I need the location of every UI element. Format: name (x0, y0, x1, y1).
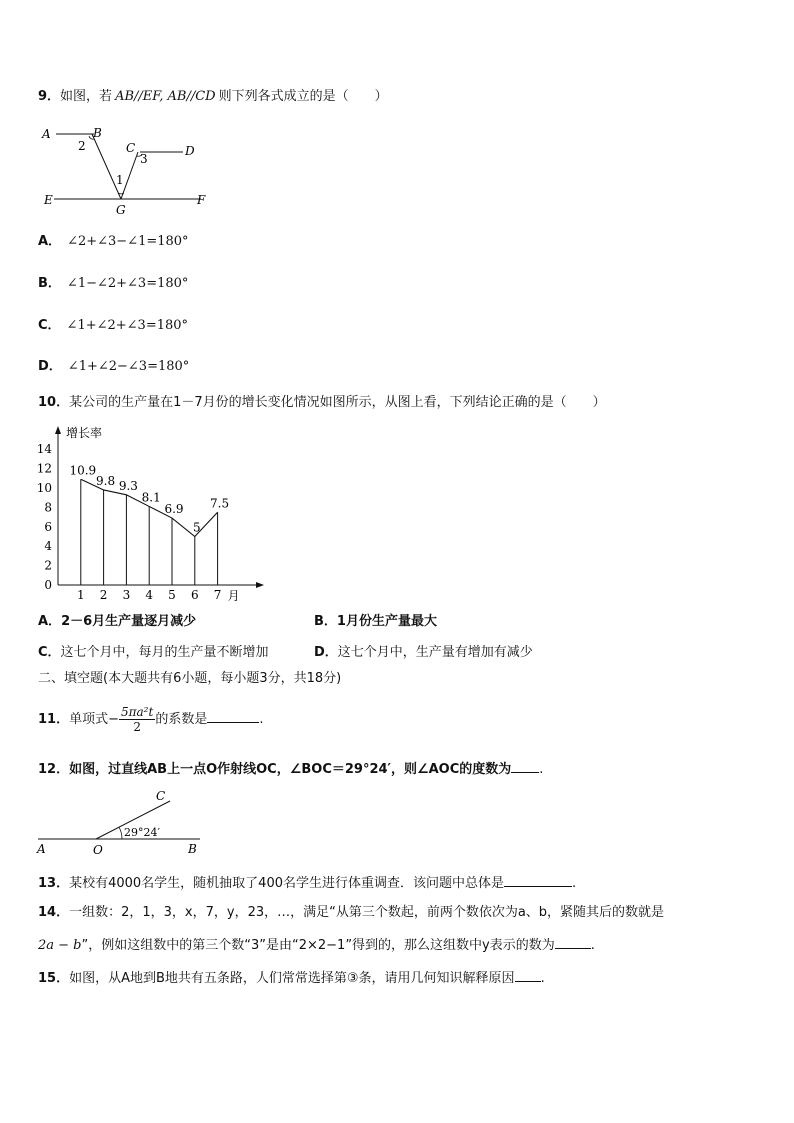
q11-text-post: 的系数是 (155, 712, 208, 727)
q13-answer-blank[interactable] (504, 873, 572, 887)
q9-option-b-text: ∠1−∠2+∠3=180° (66, 276, 189, 291)
q9-text-pre: 如图，若 (60, 89, 113, 104)
q9-label-b: B (93, 126, 102, 140)
q10-option-c-text: 这七个月中，每月的生产量不断增加 (60, 645, 269, 660)
chart-x-tick-label: 5 (168, 588, 176, 602)
q9-label-a: A (42, 127, 51, 141)
q14-answer-blank[interactable] (555, 935, 591, 949)
q10-option-b-letter: B． (314, 614, 337, 629)
chart-y-tick-label: 10 (36, 481, 52, 495)
q9-option-d-text: ∠1+∠2−∠3=180° (67, 359, 190, 374)
q14-number: 14． (38, 905, 70, 920)
q10-option-b[interactable] (314, 613, 437, 631)
q13-end: . (572, 876, 577, 891)
q10-option-c-letter: C． (38, 645, 61, 660)
chart-data-label: 9.8 (96, 473, 116, 488)
q10-number: 10． (38, 395, 70, 410)
q10-option-a[interactable] (38, 613, 196, 631)
q14-text-line2: ”，例如这组数中的第三个数“3”是由“2×2−1”得到的，那么这组数中y表示的数为 (81, 938, 555, 953)
q12-angle-arc (119, 827, 122, 839)
q9-stem (38, 88, 388, 106)
q10-option-d-text: 这七个月中，生产量有增加有减少 (337, 645, 533, 660)
q12-answer-blank[interactable] (511, 759, 539, 773)
chart-x-tick-label: 7 (213, 588, 222, 602)
q14-end: . (590, 938, 595, 953)
q9-option-c-text: ∠1+∠2+∠3=180° (66, 318, 189, 333)
q9-option-c[interactable] (38, 317, 188, 335)
q9-label-3: 3 (140, 152, 148, 166)
chart-y-tick-label: 4 (44, 539, 52, 554)
q13-number: 13． (38, 876, 70, 891)
q9-label-g: G (116, 203, 126, 217)
q11-answer-blank[interactable] (207, 709, 259, 723)
q9-label-e: E (44, 193, 53, 207)
chart-data-label: 9.3 (118, 478, 138, 493)
q15-text: 如图，从A地到B地共有五条路，人们常常选择第③条，请用几何知识解释原因 (69, 971, 515, 986)
q14-line-2 (38, 935, 595, 955)
q9-label-1: 1 (116, 173, 124, 187)
q15-stem (38, 968, 545, 988)
chart-y-tick-label: 2 (44, 558, 52, 573)
chart-x-tick-label: 3 (122, 588, 131, 602)
q12-label-o: O (93, 843, 103, 857)
q10-text: 某公司的生产量在1－7月份的增长变化情况如图所示，从图上看，下列结论正确的是（ ） (69, 395, 606, 410)
q12-label-c: C (156, 789, 166, 803)
chart-y-tick-label: 6 (44, 519, 52, 534)
q9-option-a[interactable] (38, 233, 189, 251)
q15-end: . (540, 971, 545, 986)
q9-label-f: F (197, 193, 206, 207)
q10-option-a-text: 2－6月生产量逐月减少 (61, 614, 197, 629)
q12-angle-label: 29°24′ (124, 826, 160, 839)
q10-option-a-letter: A． (38, 614, 62, 629)
q10-stem (38, 394, 606, 412)
q9-option-d-letter: D． (38, 359, 62, 374)
chart-data-label: 6.9 (164, 502, 184, 517)
chart-x-tick-label: 2 (99, 588, 108, 602)
q12-number: 12． (38, 762, 70, 777)
chart-y-axis-arrow (55, 426, 61, 434)
chart-data-label: 5 (192, 520, 201, 535)
chart-x-tick-label: 6 (190, 588, 199, 602)
q9-option-a-text: ∠2+∠3−∠1=180° (67, 234, 189, 249)
chart-data-label: 8.1 (141, 490, 161, 505)
chart-data-label: 7.5 (210, 496, 230, 511)
section-2-heading: 二、填空题(本大题共有6小题，每小题3分，共18分) (38, 671, 342, 686)
q9-option-a-letter: A． (38, 234, 62, 249)
q12-end: . (539, 762, 544, 777)
q9-expression: AB//EF, AB//CD (115, 89, 216, 104)
q10-growth-chart (30, 420, 280, 610)
q10-option-d-letter: D． (314, 645, 338, 660)
q12-label-a: A (37, 842, 46, 856)
q9-label-c: C (126, 141, 136, 155)
q9-option-d[interactable] (38, 358, 189, 376)
chart-x-tick-label: 4 (145, 588, 154, 602)
q12-figure (34, 785, 214, 857)
q15-number: 15． (38, 971, 70, 986)
q11-text-pre: 单项式− (69, 712, 119, 727)
chart-x-axis-label: 月 (227, 589, 240, 603)
q13-text: 某校有4000名学生，随机抽取了400名学生进行体重调查．该问题中总体是 (69, 876, 504, 891)
chart-x-tick-label: 1 (76, 588, 85, 602)
q9-label-2: 2 (78, 139, 86, 153)
q10-option-d[interactable] (314, 644, 533, 662)
q12-label-b: B (188, 842, 197, 856)
q11-stem (38, 700, 263, 740)
q14-line-1 (38, 904, 664, 922)
q9-number: 9． (38, 89, 61, 104)
q11-number: 11． (38, 712, 70, 727)
q14-expression: 2a − b (38, 938, 82, 953)
q13-stem (38, 873, 576, 893)
q12-text: 如图，过直线AB上一点O作射线OC，∠BOC＝29°24′，则∠AOC的度数为 (69, 762, 512, 777)
q14-text-line1: 一组数：2，1，3，x，7，y，23，…，满足“从第三个数起，前两个数依次为a、b，紧随其后的数就是 (69, 905, 665, 920)
q11-fraction (119, 705, 155, 734)
chart-data-label: 10.9 (69, 463, 97, 478)
q9-text-post: 则下列各式成立的是（ ） (218, 89, 388, 104)
chart-y-tick-label: 0 (44, 578, 52, 592)
q9-line-bg (92, 134, 121, 199)
q9-angle1-arc (118, 193, 124, 194)
chart-y-tick-label: 14 (36, 442, 52, 457)
q12-stem (38, 759, 543, 779)
q9-figure (36, 122, 226, 217)
chart-x-axis-arrow (256, 582, 264, 588)
q9-label-d: D (185, 144, 195, 158)
q15-answer-blank[interactable] (515, 968, 541, 982)
q11-fraction-numerator: 5πa²t (121, 705, 154, 719)
q9-option-c-letter: C． (38, 318, 61, 333)
q11-fraction-denominator: 2 (133, 720, 141, 734)
chart-y-axis-label: 增长率 (66, 426, 103, 440)
q9-option-b[interactable] (38, 275, 188, 293)
q11-end: . (259, 712, 264, 727)
q9-option-b-letter: B． (38, 276, 61, 291)
chart-y-tick-label: 12 (36, 461, 52, 476)
q10-option-c[interactable] (38, 644, 269, 662)
chart-y-tick-label: 8 (44, 500, 52, 515)
q10-option-b-text: 1月份生产量最大 (336, 614, 437, 629)
